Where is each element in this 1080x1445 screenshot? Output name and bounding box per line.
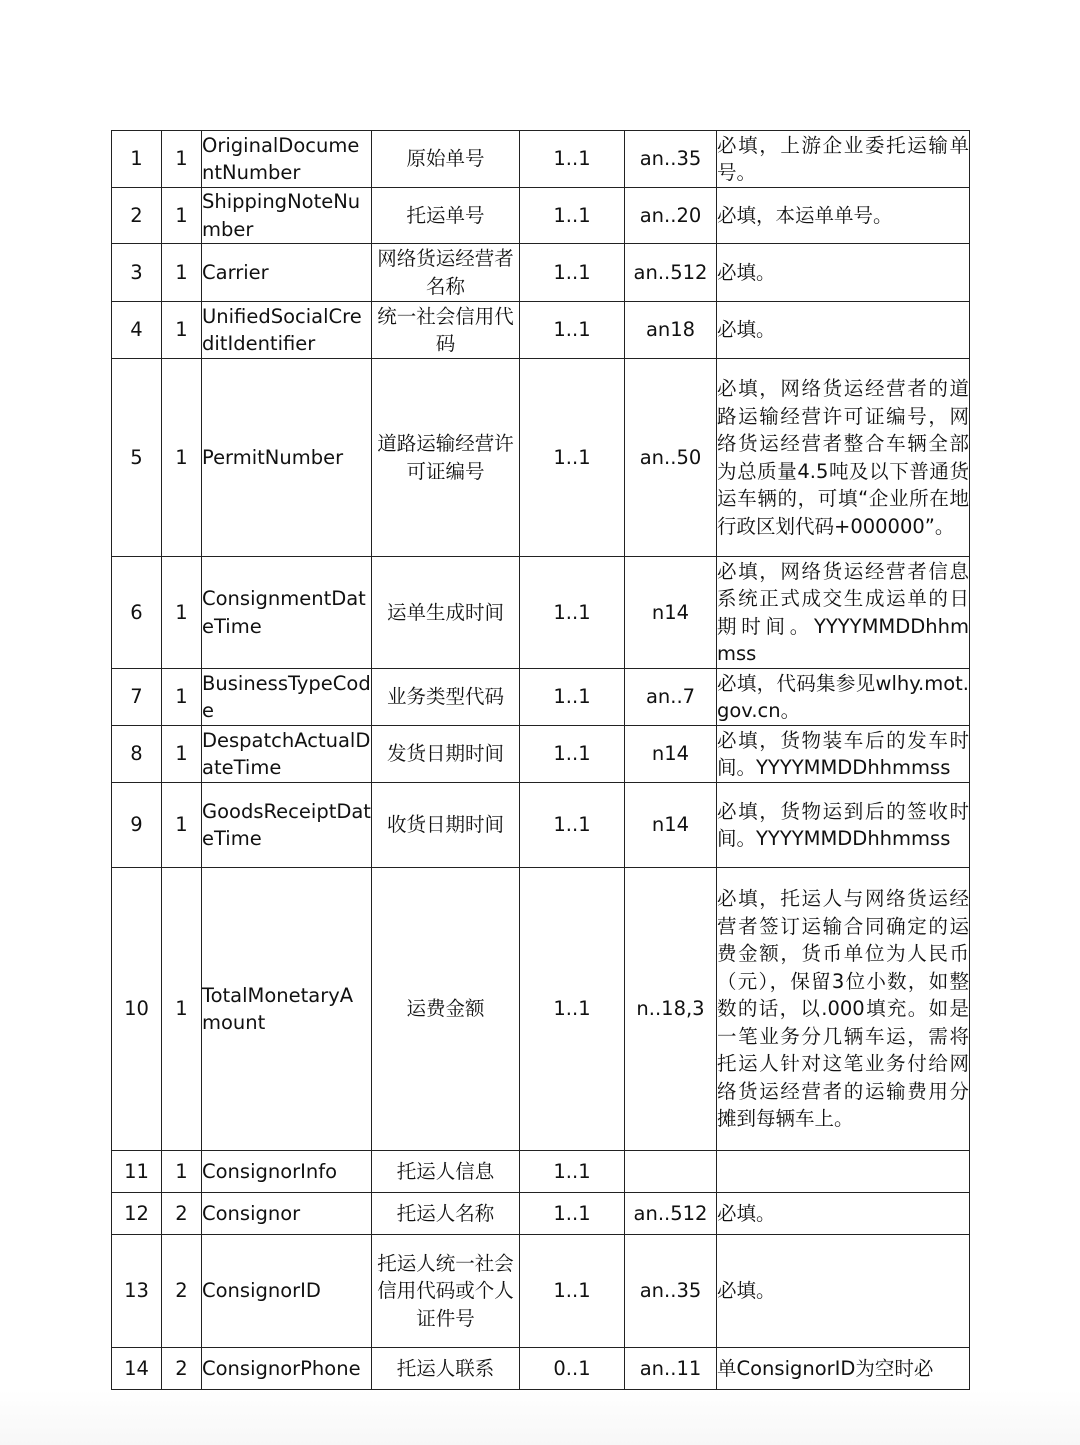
row-level-cell — [162, 868, 202, 1151]
element-note-cell — [717, 1348, 970, 1390]
row-index-cell — [112, 783, 162, 868]
row-index-cell — [112, 1235, 162, 1348]
repeat-count: 1..1 — [553, 1159, 591, 1183]
row-index: 9 — [130, 813, 143, 837]
element-name-cell — [372, 1235, 520, 1348]
element-note-cell — [717, 188, 970, 244]
data-format-cell — [625, 783, 717, 868]
repeat-count: 0..1 — [553, 1356, 591, 1380]
element-note: 必填，货物装车后的发车时间。YYYYMMDDhhmmss — [717, 728, 969, 779]
data-format: n14 — [651, 742, 690, 766]
element-name: 托运人信息 — [396, 1159, 495, 1183]
element-name: 运费金额 — [406, 997, 485, 1021]
row-level: 1 — [175, 445, 188, 469]
data-format-cell — [625, 726, 717, 783]
row-index-cell — [112, 868, 162, 1151]
row-index-cell — [112, 557, 162, 669]
element-tag-cell — [202, 1193, 372, 1235]
table-row — [112, 1235, 970, 1348]
element-tag: Carrier — [202, 260, 269, 284]
repeat-count: 1..1 — [553, 742, 591, 766]
element-tag: GoodsReceiptDateTime — [202, 799, 371, 850]
row-level-cell — [162, 726, 202, 783]
element-note: 单ConsignorID为空时必 — [717, 1356, 934, 1380]
row-level-cell — [162, 359, 202, 557]
row-index: 14 — [124, 1356, 149, 1380]
data-element-table — [111, 130, 970, 1390]
row-level: 2 — [175, 1201, 188, 1225]
element-name-cell — [372, 244, 520, 302]
data-format-cell — [625, 1348, 717, 1390]
repeat-count: 1..1 — [553, 318, 591, 342]
element-note: 必填，上游企业委托运输单号。 — [717, 133, 969, 184]
row-level-cell — [162, 188, 202, 244]
element-tag-cell — [202, 1348, 372, 1390]
table-row — [112, 359, 970, 557]
element-name: 网络货运经营者名称 — [377, 247, 514, 298]
repeat-count: 1..1 — [553, 445, 591, 469]
row-index: 4 — [130, 318, 143, 342]
element-name: 托运人名称 — [396, 1201, 495, 1225]
table-row — [112, 1348, 970, 1390]
element-tag-cell — [202, 783, 372, 868]
repeat-count: 1..1 — [553, 1279, 591, 1303]
table-row — [112, 1193, 970, 1235]
element-tag-cell — [202, 669, 372, 726]
element-name-cell — [372, 1151, 520, 1193]
repeat-count-cell — [520, 726, 625, 783]
row-index: 3 — [130, 260, 143, 284]
repeat-count: 1..1 — [553, 203, 591, 227]
table-row — [112, 726, 970, 783]
data-format-cell — [625, 244, 717, 302]
repeat-count-cell — [520, 131, 625, 188]
element-note-cell — [717, 359, 970, 557]
table-row — [112, 244, 970, 302]
data-format: an..11 — [639, 1356, 702, 1380]
element-tag: Consignor — [202, 1201, 301, 1225]
element-name-cell — [372, 868, 520, 1151]
repeat-count-cell — [520, 359, 625, 557]
row-index: 1 — [130, 147, 143, 171]
element-note-cell — [717, 1151, 970, 1193]
element-note-cell — [717, 1235, 970, 1348]
element-name: 发货日期时间 — [386, 742, 504, 766]
repeat-count: 1..1 — [553, 997, 591, 1021]
repeat-count: 1..1 — [553, 147, 591, 171]
table-row — [112, 1151, 970, 1193]
data-format: an..50 — [639, 445, 702, 469]
row-index: 7 — [130, 685, 143, 709]
element-tag: UnifiedSocialCreditIdentifier — [202, 304, 362, 355]
row-level-cell — [162, 1348, 202, 1390]
element-tag: OriginalDocumentNumber — [202, 133, 360, 184]
repeat-count: 1..1 — [553, 260, 591, 284]
data-format-cell — [625, 1151, 717, 1193]
element-note: 必填。 — [717, 318, 776, 342]
element-tag-cell — [202, 1235, 372, 1348]
element-name: 托运单号 — [406, 203, 485, 227]
data-format: an..7 — [645, 685, 696, 709]
row-level-cell — [162, 1193, 202, 1235]
data-format-cell — [625, 302, 717, 359]
element-note: 必填，代码集参见wlhy.mot.gov.cn。 — [717, 671, 969, 722]
element-tag-cell — [202, 868, 372, 1151]
row-level-cell — [162, 669, 202, 726]
element-name-cell — [372, 669, 520, 726]
element-tag-cell — [202, 188, 372, 244]
row-index-cell — [112, 131, 162, 188]
element-name: 收货日期时间 — [386, 813, 504, 837]
row-index-cell — [112, 244, 162, 302]
repeat-count-cell — [520, 1151, 625, 1193]
element-name: 道路运输经营许可证编号 — [377, 432, 514, 483]
element-tag-cell — [202, 302, 372, 359]
element-note-cell — [717, 557, 970, 669]
repeat-count: 1..1 — [553, 813, 591, 837]
element-name-cell — [372, 783, 520, 868]
data-format: n14 — [651, 600, 690, 624]
row-index-cell — [112, 669, 162, 726]
table-row — [112, 868, 970, 1151]
repeat-count-cell — [520, 669, 625, 726]
element-name: 托运人统一社会信用代码或个人证件号 — [377, 1251, 514, 1330]
row-level: 1 — [175, 260, 188, 284]
element-name-cell — [372, 1348, 520, 1390]
element-tag: DespatchActualDateTime — [202, 728, 371, 779]
element-tag-cell — [202, 557, 372, 669]
row-index-cell — [112, 188, 162, 244]
data-format: an..20 — [639, 203, 702, 227]
table-row — [112, 669, 970, 726]
repeat-count-cell — [520, 783, 625, 868]
table-row — [112, 557, 970, 669]
element-tag-cell — [202, 359, 372, 557]
element-note-cell — [717, 1193, 970, 1235]
row-level-cell — [162, 302, 202, 359]
row-index: 2 — [130, 203, 143, 227]
row-level-cell — [162, 131, 202, 188]
row-level-cell — [162, 557, 202, 669]
row-level-cell — [162, 783, 202, 868]
row-level-cell — [162, 244, 202, 302]
element-tag-cell — [202, 244, 372, 302]
repeat-count-cell — [520, 1193, 625, 1235]
row-index-cell — [112, 1348, 162, 1390]
table-body — [112, 131, 970, 1390]
element-note: 必填，网络货运经营者信息系统正式成交生成运单的日期时间。YYYYMMDDhhmmss — [717, 559, 969, 665]
row-level: 1 — [175, 997, 188, 1021]
element-note: 必填。 — [717, 1279, 776, 1303]
repeat-count: 1..1 — [553, 1201, 591, 1225]
element-note: 必填，托运人与网络货运经营者签订运输合同确定的运费金额，货币单位为人民币（元），保留3位小数，如整数的话，以.000填充。如是一笔业务分几辆车运，需将托运人针对这笔业务付给网络货运经营者的运输费用分摊到每辆车上。 — [717, 887, 969, 1131]
row-index: 6 — [130, 600, 143, 624]
element-name: 业务类型代码 — [386, 685, 504, 709]
row-index-cell — [112, 302, 162, 359]
data-format: n14 — [651, 813, 690, 837]
page-bottom-shade — [0, 1390, 1080, 1445]
row-index: 5 — [130, 445, 143, 469]
element-note: 必填，货物运到后的签收时间。YYYYMMDDhhmmss — [717, 799, 969, 850]
element-tag: ConsignorPhone — [202, 1356, 361, 1380]
table-row — [112, 131, 970, 188]
repeat-count-cell — [520, 244, 625, 302]
repeat-count-cell — [520, 557, 625, 669]
element-tag: ShippingNoteNumber — [202, 190, 361, 241]
row-level: 1 — [175, 685, 188, 709]
element-note-cell — [717, 868, 970, 1151]
repeat-count-cell — [520, 302, 625, 359]
data-format: an..35 — [639, 1279, 702, 1303]
row-level: 1 — [175, 1159, 188, 1183]
row-index-cell — [112, 1193, 162, 1235]
data-format: an..35 — [639, 147, 702, 171]
element-note: 必填，网络货运经营者的道路运输经营许可证编号，网络货运经营者整合车辆全部为总质量4.5吨及以下普通货运车辆的，可填“企业所在地行政区划代码+000000”。 — [717, 377, 969, 538]
row-index-cell — [112, 359, 162, 557]
data-format: an..512 — [633, 1201, 708, 1225]
data-format-cell — [625, 188, 717, 244]
table-row — [112, 783, 970, 868]
row-index: 11 — [124, 1159, 149, 1183]
element-name: 统一社会信用代码 — [377, 304, 514, 355]
table-row — [112, 188, 970, 244]
element-tag: ConsignorInfo — [202, 1159, 338, 1183]
element-tag: TotalMonetaryAmount — [202, 983, 354, 1034]
element-note: 必填。 — [717, 1201, 776, 1225]
element-note-cell — [717, 783, 970, 868]
element-note-cell — [717, 726, 970, 783]
repeat-count: 1..1 — [553, 685, 591, 709]
row-level-cell — [162, 1235, 202, 1348]
row-level-cell — [162, 1151, 202, 1193]
row-level: 1 — [175, 203, 188, 227]
data-format: n..18,3 — [636, 997, 705, 1021]
element-name: 托运人联系 — [396, 1356, 495, 1380]
row-index: 13 — [124, 1279, 149, 1303]
element-tag: PermitNumber — [202, 445, 344, 469]
row-index-cell — [112, 726, 162, 783]
element-tag: BusinessTypeCode — [202, 671, 371, 722]
repeat-count-cell — [520, 1235, 625, 1348]
data-format-cell — [625, 868, 717, 1151]
data-format-cell — [625, 669, 717, 726]
row-level: 2 — [175, 1356, 188, 1380]
element-name-cell — [372, 726, 520, 783]
row-level: 1 — [175, 600, 188, 624]
row-level: 2 — [175, 1279, 188, 1303]
element-note-cell — [717, 244, 970, 302]
element-note: 必填，本运单单号。 — [717, 203, 893, 227]
element-note-cell — [717, 302, 970, 359]
data-format-cell — [625, 1193, 717, 1235]
element-name-cell — [372, 557, 520, 669]
row-level: 1 — [175, 813, 188, 837]
element-name-cell — [372, 1193, 520, 1235]
element-note-cell — [717, 131, 970, 188]
repeat-count-cell — [520, 868, 625, 1151]
element-tag-cell — [202, 131, 372, 188]
element-note-cell — [717, 669, 970, 726]
data-format-cell — [625, 557, 717, 669]
row-level: 1 — [175, 318, 188, 342]
repeat-count-cell — [520, 188, 625, 244]
element-note: 必填。 — [717, 260, 776, 284]
row-level: 1 — [175, 742, 188, 766]
data-format-cell — [625, 131, 717, 188]
element-name-cell — [372, 302, 520, 359]
table-row — [112, 302, 970, 359]
data-format: an18 — [645, 318, 696, 342]
row-index: 10 — [124, 997, 149, 1021]
element-tag-cell — [202, 1151, 372, 1193]
data-format-cell — [625, 1235, 717, 1348]
row-index-cell — [112, 1151, 162, 1193]
row-index: 12 — [124, 1201, 149, 1225]
element-tag: ConsignmentDateTime — [202, 587, 366, 638]
element-tag-cell — [202, 726, 372, 783]
repeat-count: 1..1 — [553, 600, 591, 624]
element-name-cell — [372, 131, 520, 188]
element-name-cell — [372, 359, 520, 557]
element-name-cell — [372, 188, 520, 244]
row-level: 1 — [175, 147, 188, 171]
row-index: 8 — [130, 742, 143, 766]
element-tag: ConsignorID — [202, 1279, 321, 1303]
element-name: 原始单号 — [406, 147, 485, 171]
data-format-cell — [625, 359, 717, 557]
element-name: 运单生成时间 — [386, 600, 504, 624]
repeat-count-cell — [520, 1348, 625, 1390]
data-format: an..512 — [633, 260, 708, 284]
